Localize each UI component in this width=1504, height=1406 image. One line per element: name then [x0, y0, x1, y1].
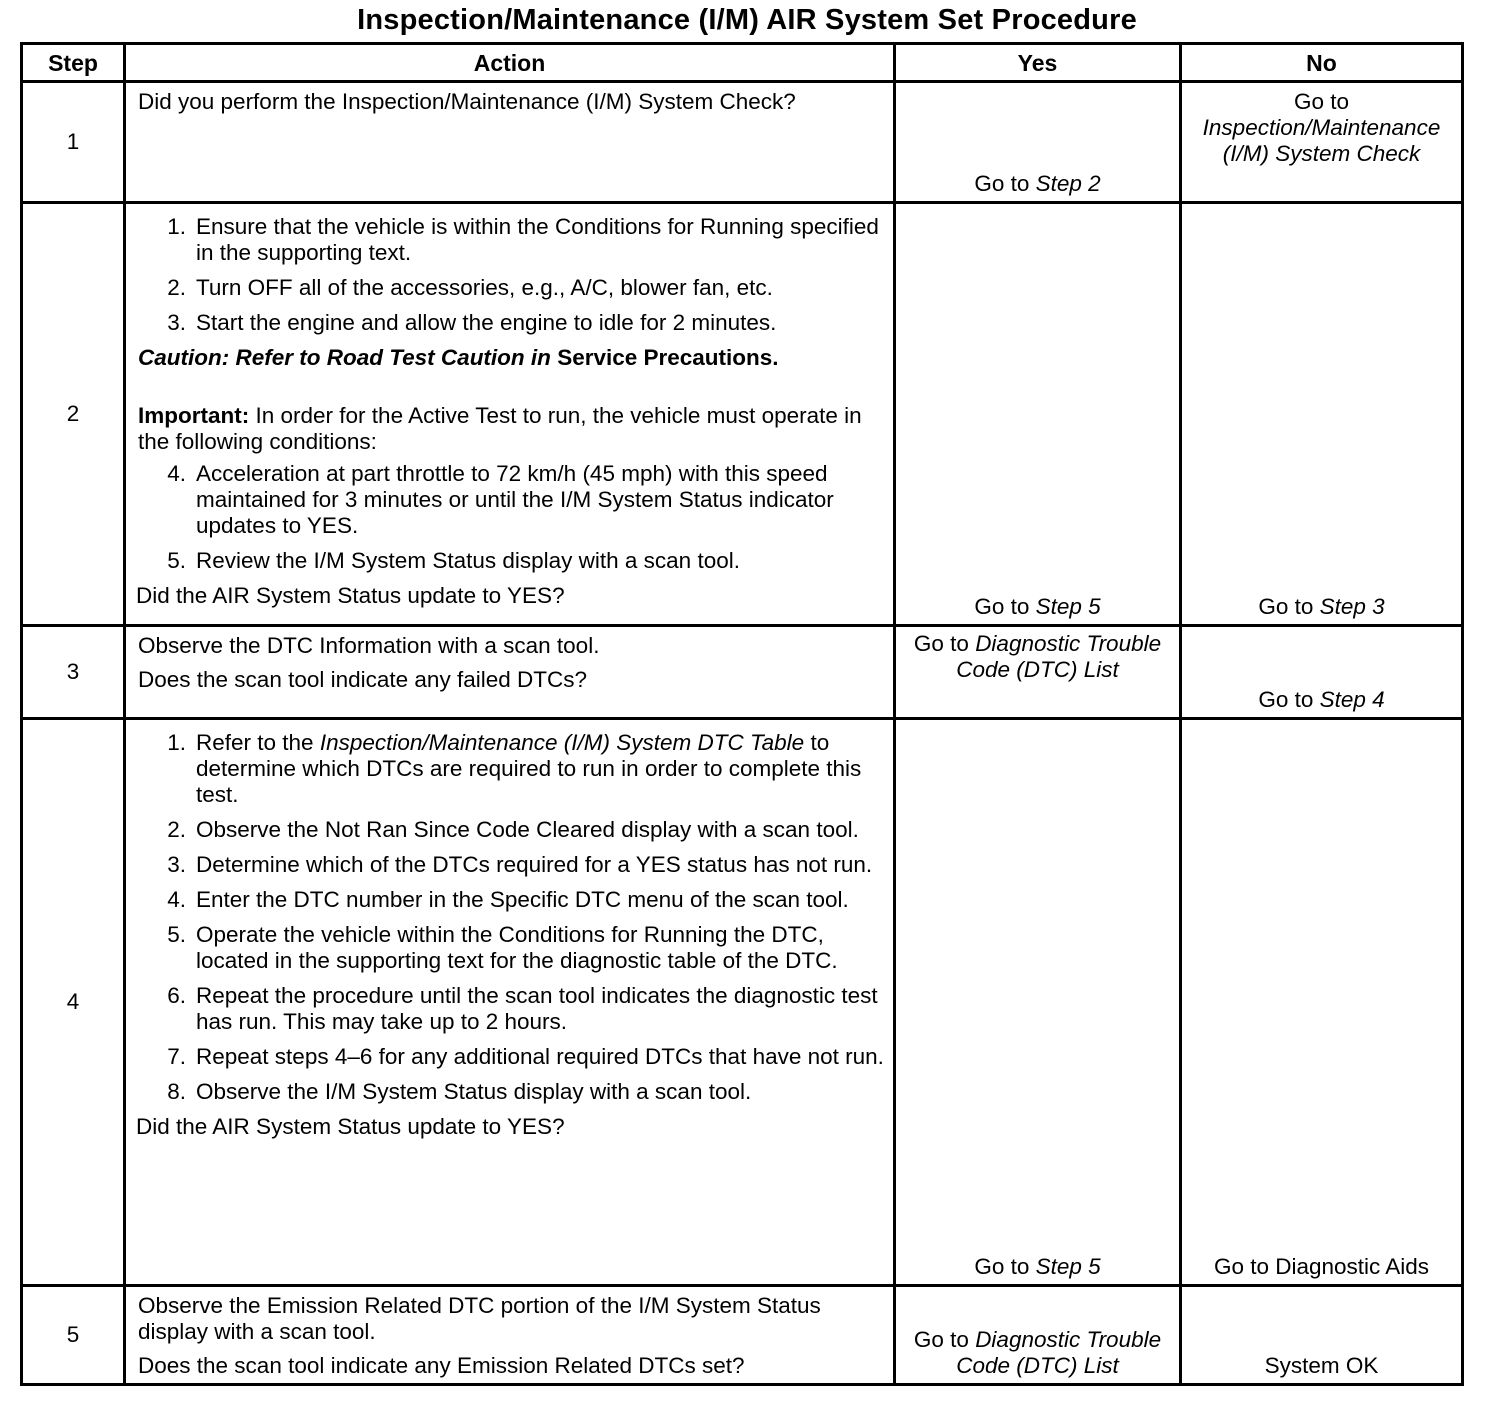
table-row — [22, 82, 1463, 203]
observe-text: Observe the Emission Related DTC portion of the I/M System Status display with a scan tool. — [138, 1293, 821, 1344]
no-cell — [1181, 719, 1463, 1286]
table-row — [22, 626, 1463, 719]
yes-cell — [895, 1286, 1181, 1385]
list-item: 2. Turn OFF all of the accessories, e.g., A/C, blower fan, etc. — [167, 275, 773, 300]
list-item: 3. Determine which of the DTCs required for a YES status has not run. — [167, 852, 873, 877]
header-row — [22, 44, 1463, 82]
step-list — [138, 461, 885, 574]
action-cell — [125, 203, 895, 626]
list-item: 5. Review the I/M System Status display with a scan tool. — [167, 548, 740, 573]
action-cell — [125, 626, 895, 719]
step-number: 5 — [22, 1286, 125, 1385]
step-number: 2 — [22, 203, 125, 626]
no-link[interactable]: Inspection/Maintenance (I/M) System Check — [1202, 115, 1441, 166]
action-cell — [125, 719, 895, 1286]
list-item: 7. Repeat steps 4–6 for any additional required DTCs that have not run. — [167, 1044, 884, 1069]
observe-text: Observe the DTC Information with a scan tool. — [138, 633, 600, 658]
yes-link[interactable]: Diagnostic Trouble Code (DTC) List — [956, 631, 1162, 682]
go-to-text: Go to — [974, 171, 1030, 196]
header-action: Action — [125, 44, 895, 82]
header-step: Step — [22, 44, 125, 82]
yes-link[interactable]: Step 2 — [1035, 171, 1101, 196]
action-cell — [125, 1286, 895, 1385]
question-text: Did the AIR System Status update to YES? — [136, 1114, 565, 1139]
no-cell — [1181, 82, 1463, 203]
step-number: 1 — [22, 82, 125, 203]
table-row — [22, 203, 1463, 626]
list-item: 1. Ensure that the vehicle is within the Conditions for Running specified in the supporting text. — [167, 214, 879, 265]
question-text: Did the AIR System Status update to YES? — [136, 583, 565, 608]
go-to-text: Go to — [974, 594, 1030, 619]
go-to-text: Go to — [974, 1254, 1030, 1279]
go-to-text: Go to — [1258, 687, 1314, 712]
no-link[interactable]: Go to Diagnostic Aids — [1213, 1254, 1430, 1279]
no-link[interactable]: Step 3 — [1319, 594, 1385, 619]
no-result: System OK — [1264, 1353, 1379, 1378]
yes-link[interactable]: Step 5 — [1035, 594, 1101, 619]
question-text: Did you perform the Inspection/Maintenance (I/M) System Check? — [138, 89, 796, 114]
table-row — [22, 1286, 1463, 1385]
yes-cell — [895, 82, 1181, 203]
header-no: No — [1181, 44, 1463, 82]
go-to-text: Go to — [913, 1327, 969, 1352]
table-row — [22, 719, 1463, 1286]
go-to-text: Go to — [1258, 594, 1314, 619]
yes-link[interactable]: Diagnostic Trouble Code (DTC) List — [956, 1327, 1162, 1378]
yes-cell — [895, 626, 1181, 719]
list-item: 1. Refer to the Inspection/Maintenance (I/M) System DTC Table to determine which DTCs are required to run in order to complete this test. — [167, 730, 862, 807]
yes-link[interactable]: Step 5 — [1035, 1254, 1101, 1279]
list-item: 4. Acceleration at part throttle to 72 km/h (45 mph) with this speed maintained for 3 minutes or until the I/M System Status indicator updates to YES. — [167, 461, 834, 538]
question-text: Does the scan tool indicate any failed DTCs? — [138, 667, 587, 692]
no-cell — [1181, 203, 1463, 626]
list-item: 5. Operate the vehicle within the Conditions for Running the DTC, located in the supporting text for the diagnostic table of the DTC. — [167, 922, 838, 973]
dtc-table-link[interactable]: Inspection/Maintenance (I/M) System DTC Table — [319, 730, 805, 755]
yes-cell — [895, 719, 1181, 1286]
list-item: 4. Enter the DTC number in the Specific DTC menu of the scan tool. — [167, 887, 849, 912]
step-number: 3 — [22, 626, 125, 719]
step-list — [138, 730, 885, 1105]
list-item: 6. Repeat the procedure until the scan tool indicates the diagnostic test has run. This may take up to 2 hours. — [167, 983, 878, 1034]
step-number: 4 — [22, 719, 125, 1286]
yes-cell — [895, 203, 1181, 626]
go-to-text: Go to — [913, 631, 969, 656]
procedure-table — [20, 42, 1464, 1386]
list-item: 2. Observe the Not Ran Since Code Cleared display with a scan tool. — [167, 817, 859, 842]
action-cell — [125, 82, 895, 203]
step-list — [138, 214, 885, 336]
go-to-text: Go to — [1293, 89, 1350, 114]
list-item: 3. Start the engine and allow the engine to idle for 2 minutes. — [167, 310, 777, 335]
page-title: Inspection/Maintenance (I/M) AIR System Set Procedure — [357, 4, 1137, 36]
no-cell — [1181, 626, 1463, 719]
important-note: Important: In order for the Active Test to run, the vehicle must operate in the following conditions: — [138, 403, 862, 454]
no-cell — [1181, 1286, 1463, 1385]
no-link[interactable]: Step 4 — [1319, 687, 1385, 712]
caution-note: Caution: Refer to Road Test Caution in Service Precautions. — [138, 345, 779, 370]
header-yes: Yes — [895, 44, 1181, 82]
question-text: Does the scan tool indicate any Emission Related DTCs set? — [138, 1353, 745, 1378]
list-item: 8. Observe the I/M System Status display with a scan tool. — [167, 1079, 752, 1104]
